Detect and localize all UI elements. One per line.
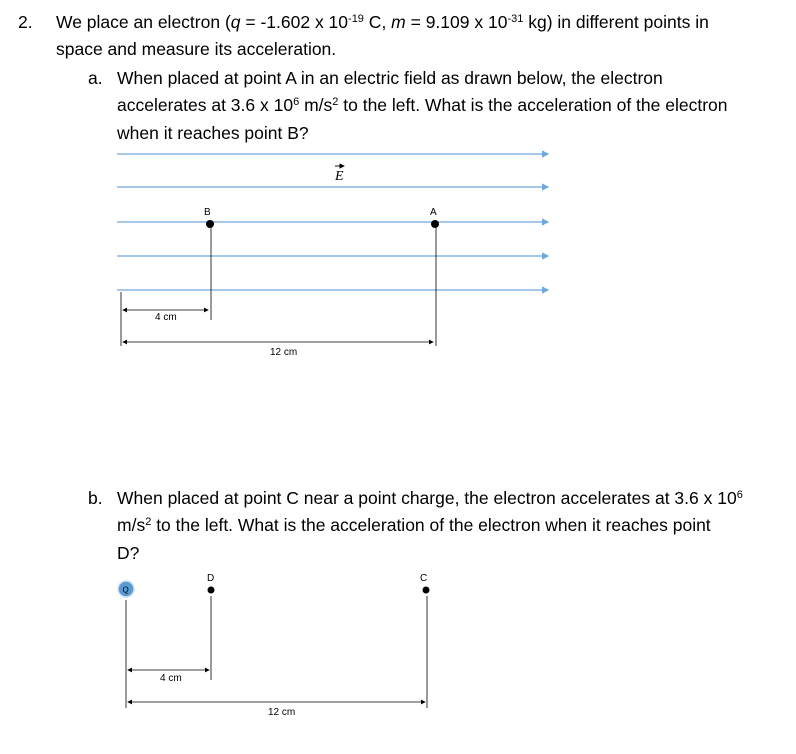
field-label-e — [334, 166, 344, 184]
part-a-line-1: When placed at point A in an electric field as drawn below, the electron — [117, 68, 663, 88]
dimension-label-4cm-a: 4 cm — [155, 312, 177, 323]
part-b-letter: b. — [88, 488, 103, 508]
dimension-label-4cm-b: 4 cm — [160, 673, 182, 684]
dimension-label-12cm-a: 12 cm — [270, 347, 298, 358]
part-b-line-2: $m/s^2$ to the left. What is the acceleration of the electron when it reaches point — [117, 515, 711, 535]
part-b-line-1: When placed at point C near a point charge, the electron accelerates at 3.6 x $10^6$ — [117, 488, 743, 508]
point-b-label: B — [204, 207, 211, 218]
point-d-dot — [208, 587, 215, 594]
point-c-dot — [423, 587, 430, 594]
point-c-label: C — [420, 573, 428, 584]
part-a-line-2: accelerates at 3.6 x $10^6$ $m/s^2$ to the left. What is the acceleration of the electron — [117, 95, 728, 115]
point-a-dot — [431, 220, 439, 228]
question-intro-line-1: We place an electron (q = -1.602 x $10^{-19}$ C, m = 9.109 x $10^{-31}$ kg) in different points in — [56, 12, 709, 32]
point-a-label: A — [430, 207, 437, 218]
part-a-line-3: when it reaches point B? — [117, 123, 309, 143]
svg-text:E: E — [335, 169, 344, 184]
dimension-label-12cm-b: 12 cm — [268, 707, 296, 718]
point-charge-label: Q — [122, 585, 129, 595]
question-number: 2. — [18, 12, 33, 32]
point-b-dot — [206, 220, 214, 228]
field-lines — [117, 154, 548, 290]
part-a-letter: a. — [88, 68, 103, 88]
part-b-line-3: D? — [117, 543, 140, 563]
question-intro-line-2: space and measure its acceleration. — [56, 39, 337, 59]
point-d-label: D — [207, 573, 215, 584]
